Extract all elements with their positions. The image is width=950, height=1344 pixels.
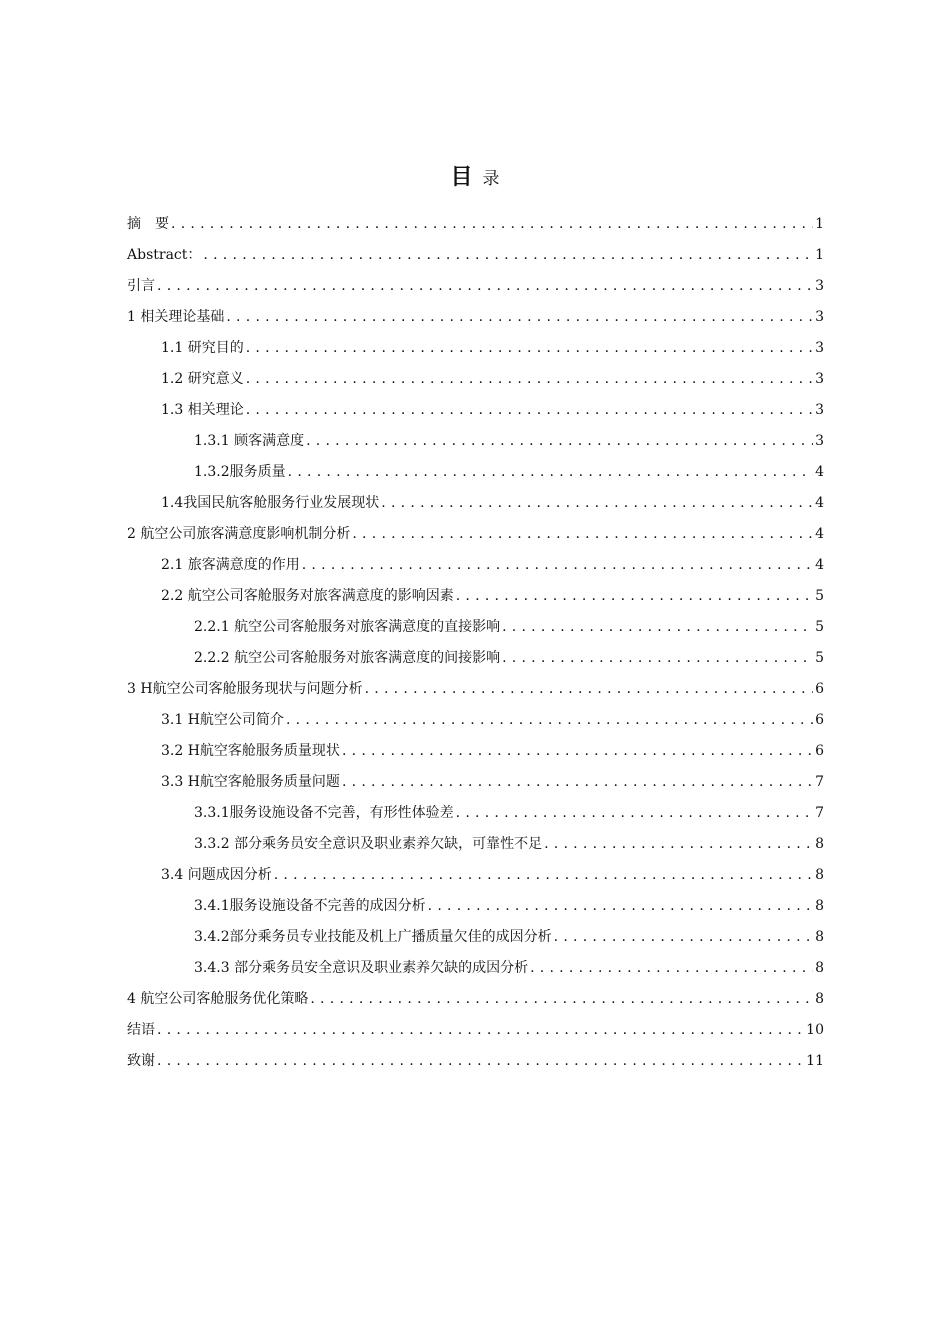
toc-entry-label: 3.2 H航空客舱服务质量现状 xyxy=(161,743,340,759)
toc-entry[interactable] xyxy=(127,519,824,550)
toc-entry-label: 1.3.2服务质量 xyxy=(194,464,286,480)
toc-heading-main: 目 xyxy=(450,165,473,190)
toc-entry-label: 1.2 研究意义 xyxy=(161,371,244,387)
toc-entry[interactable] xyxy=(127,674,824,705)
toc-entry[interactable] xyxy=(127,798,824,829)
toc-entry-label: 3.1 H航空公司简介 xyxy=(161,712,284,728)
toc-entry-label: 1.3.1 顾客满意度 xyxy=(194,433,305,449)
toc-entry[interactable] xyxy=(127,1015,824,1046)
dot-leader xyxy=(246,364,813,395)
toc-entry-page-number: 8 xyxy=(815,836,824,852)
toc-entry-page-number: 4 xyxy=(815,464,824,480)
toc-entry-page-number: 8 xyxy=(815,898,824,914)
toc-entry-label: 3 H航空公司客舱服务现状与问题分析 xyxy=(127,681,363,697)
dot-leader xyxy=(157,1015,804,1046)
toc-entry[interactable] xyxy=(127,550,824,581)
dot-leader xyxy=(306,426,813,457)
toc-entry-label: 1.3 相关理论 xyxy=(161,402,244,418)
dot-leader xyxy=(302,550,813,581)
toc-entry[interactable] xyxy=(127,1046,824,1077)
toc-entry[interactable] xyxy=(127,922,824,953)
toc-entry-label: 3.4.3 部分乘务员安全意识及职业素养欠缺的成因分析 xyxy=(194,960,529,976)
toc-entry-label: 致谢 xyxy=(127,1053,155,1069)
toc-entry-label: 3.4.1服务设施设备不完善的成因分析 xyxy=(194,898,426,914)
dot-leader xyxy=(554,922,813,953)
dot-leader xyxy=(157,271,813,302)
toc-entry[interactable] xyxy=(127,426,824,457)
toc-entry[interactable] xyxy=(127,364,824,395)
toc-entry-page-number: 5 xyxy=(815,619,824,635)
dot-leader xyxy=(456,581,813,612)
toc-entry-label: 3.3.1服务设施设备不完善，有形性体验差 xyxy=(194,805,454,821)
toc-entry-label: 摘 要 xyxy=(127,216,169,232)
toc-heading-sub: 录 xyxy=(482,169,500,189)
toc-entry-page-number: 1 xyxy=(815,216,824,232)
toc-entry-page-number: 4 xyxy=(815,495,824,511)
toc-entry[interactable] xyxy=(127,395,824,426)
toc-entry-page-number: 8 xyxy=(815,991,824,1007)
toc-entry-page-number: 3 xyxy=(815,402,824,418)
toc-entry-label: 3.3 H航空客舱服务质量问题 xyxy=(161,774,340,790)
toc-entry-page-number: 3 xyxy=(815,371,824,387)
toc-entry-label: 3.3.2 部分乘务员安全意识及职业素养欠缺，可靠性不足 xyxy=(194,836,543,852)
toc-entry-label: 1.1 研究目的 xyxy=(161,340,244,356)
dot-leader xyxy=(310,984,813,1015)
toc-entry[interactable] xyxy=(127,488,824,519)
dot-leader xyxy=(502,643,813,674)
toc-entry-label: 2.2.2 航空公司客舱服务对旅客满意度的间接影响 xyxy=(194,650,501,666)
toc-entry-label: 2.2 航空公司客舱服务对旅客满意度的影响因素 xyxy=(161,588,454,604)
toc-entry-page-number: 8 xyxy=(815,867,824,883)
toc-entry-label: 结语 xyxy=(127,1022,155,1038)
dot-leader xyxy=(203,240,813,271)
toc-entry-label: 4 航空公司客舱服务优化策略 xyxy=(127,991,309,1007)
toc-entry[interactable] xyxy=(127,891,824,922)
toc-entry-page-number: 7 xyxy=(815,805,824,821)
dot-leader xyxy=(288,457,813,488)
toc-entry[interactable] xyxy=(127,302,824,333)
toc-entry[interactable] xyxy=(127,829,824,860)
toc-entry[interactable] xyxy=(127,953,824,984)
toc-entry-page-number: 3 xyxy=(815,433,824,449)
dot-leader xyxy=(381,488,813,519)
toc-entry-page-number: 8 xyxy=(815,929,824,945)
toc-entry-label: Abstract： xyxy=(127,247,202,263)
toc-entry[interactable] xyxy=(127,581,824,612)
toc-entry-page-number: 6 xyxy=(815,712,824,728)
toc-entry-label: 2.1 旅客满意度的作用 xyxy=(161,557,300,573)
toc-entry-page-number: 4 xyxy=(815,557,824,573)
toc-entry-page-number: 5 xyxy=(815,588,824,604)
toc-entry[interactable] xyxy=(127,457,824,488)
toc-list xyxy=(127,209,824,1077)
dot-leader xyxy=(286,705,813,736)
dot-leader xyxy=(342,767,813,798)
toc-entry-page-number: 6 xyxy=(815,743,824,759)
dot-leader xyxy=(274,860,813,891)
toc-entry-page-number: 7 xyxy=(815,774,824,790)
dot-leader xyxy=(530,953,813,984)
dot-leader xyxy=(226,302,813,333)
toc-entry[interactable] xyxy=(127,612,824,643)
toc-entry-page-number: 3 xyxy=(815,309,824,325)
toc-entry-page-number: 4 xyxy=(815,526,824,542)
toc-entry[interactable] xyxy=(127,643,824,674)
toc-entry-label: 2 航空公司旅客满意度影响机制分析 xyxy=(127,526,351,542)
dot-leader xyxy=(342,736,813,767)
toc-entry-page-number: 3 xyxy=(815,278,824,294)
toc-entry[interactable] xyxy=(127,767,824,798)
dot-leader xyxy=(171,209,813,240)
toc-entry[interactable] xyxy=(127,333,824,364)
dot-leader xyxy=(246,395,813,426)
toc-entry-label: 1.4我国民航客舱服务行业发展现状 xyxy=(161,495,380,511)
toc-entry-label: 引言 xyxy=(127,278,155,294)
toc-entry[interactable] xyxy=(127,984,824,1015)
toc-entry-label: 1 相关理论基础 xyxy=(127,309,225,325)
toc-entry-page-number: 10 xyxy=(806,1022,824,1038)
dot-leader xyxy=(365,674,814,705)
dot-leader xyxy=(544,829,813,860)
toc-entry[interactable] xyxy=(127,860,824,891)
toc-entry-label: 2.2.1 航空公司客舱服务对旅客满意度的直接影响 xyxy=(194,619,501,635)
toc-entry-page-number: 5 xyxy=(815,650,824,666)
dot-leader xyxy=(456,798,813,829)
toc-entry[interactable] xyxy=(127,209,824,240)
toc-entry-page-number: 11 xyxy=(806,1053,824,1069)
dot-leader xyxy=(352,519,813,550)
toc-entry[interactable] xyxy=(127,240,824,271)
toc-entry-page-number: 1 xyxy=(815,247,824,263)
toc-entry-page-number: 8 xyxy=(815,960,824,976)
toc-entry-page-number: 3 xyxy=(815,340,824,356)
dot-leader xyxy=(246,333,813,364)
dot-leader xyxy=(157,1046,804,1077)
toc-entry[interactable] xyxy=(127,705,824,736)
toc-entry-label: 3.4.2部分乘务员专业技能及机上广播质量欠佳的成因分析 xyxy=(194,929,552,945)
toc-entry-label: 3.4 问题成因分析 xyxy=(161,867,272,883)
toc-entry-page-number: 6 xyxy=(815,681,824,697)
toc-entry[interactable] xyxy=(127,271,824,302)
dot-leader xyxy=(502,612,813,643)
dot-leader xyxy=(428,891,813,922)
toc-entry[interactable] xyxy=(127,736,824,767)
toc-heading xyxy=(0,160,950,196)
